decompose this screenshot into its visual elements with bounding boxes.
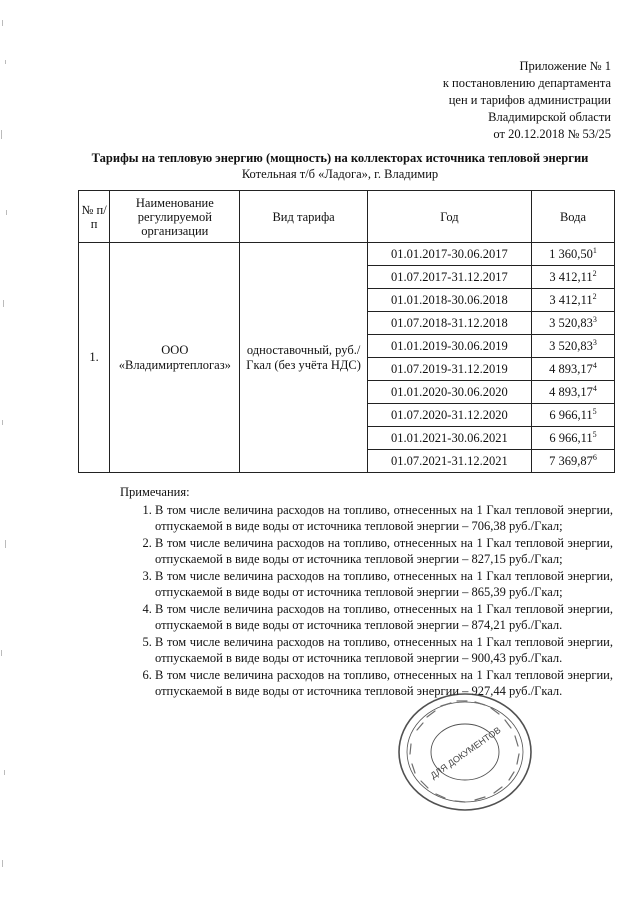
appendix-line: Владимирской области bbox=[488, 110, 611, 124]
appendix-line: Приложение № 1 bbox=[519, 59, 611, 73]
header-num: № п/п bbox=[79, 191, 110, 243]
note-ref: 4 bbox=[592, 383, 597, 393]
value-cell bbox=[532, 243, 615, 266]
value-cell bbox=[532, 335, 615, 358]
value-cell bbox=[532, 312, 615, 335]
value-cell bbox=[532, 404, 615, 427]
value-cell bbox=[532, 358, 615, 381]
value-cell bbox=[532, 289, 615, 312]
note-item: 4. В том числе величина расходов на топливо, отнесенных на 1 Гкал тепловой энергии, отпускаемой в виде воды от источника тепловой энергии – 874,21 руб./Гкал. bbox=[155, 601, 613, 633]
period-cell: 01.07.2020-31.12.2020 bbox=[367, 404, 531, 427]
header-period: Год bbox=[367, 191, 531, 243]
period-cell: 01.07.2018-31.12.2018 bbox=[367, 312, 531, 335]
scan-edge-marks bbox=[0, 0, 10, 905]
notes-title: Примечания: bbox=[120, 485, 190, 499]
note-item: 5. В том числе величина расходов на топливо, отнесенных на 1 Гкал тепловой энергии, отпускаемой в виде воды от источника тепловой энергии – 900,43 руб./Гкал. bbox=[155, 634, 613, 666]
value-text: 3 520,83 bbox=[549, 339, 593, 354]
note-ref: 5 bbox=[592, 429, 597, 439]
appendix-line: цен и тарифов администрации bbox=[448, 93, 611, 107]
value-text: 6 966,11 bbox=[549, 408, 593, 423]
row-number: 1. bbox=[79, 243, 110, 473]
document-title bbox=[60, 150, 620, 182]
header-type: Вид тарифа bbox=[240, 191, 367, 243]
official-stamp bbox=[395, 690, 535, 815]
value-text: 3 412,11 bbox=[549, 270, 593, 285]
note-item: 1. В том числе величина расходов на топливо, отнесенных на 1 Гкал тепловой энергии, отпускаемой в виде воды от источника тепловой энергии – 706,38 руб./Гкал; bbox=[155, 502, 613, 534]
value-text: 3 520,83 bbox=[549, 316, 593, 331]
table-header-row bbox=[79, 191, 615, 243]
note-ref: 6 bbox=[592, 452, 597, 462]
value-cell bbox=[532, 266, 615, 289]
period-cell: 01.01.2017-30.06.2017 bbox=[367, 243, 531, 266]
value-cell bbox=[532, 381, 615, 404]
notes-section bbox=[120, 485, 613, 700]
value-cell bbox=[532, 450, 615, 473]
org-name: ООО «Владимиртеплогаз» bbox=[110, 243, 240, 473]
header-org: Наименование регулируемой организации bbox=[110, 191, 240, 243]
period-cell: 01.01.2021-30.06.2021 bbox=[367, 427, 531, 450]
note-ref: 2 bbox=[592, 291, 597, 301]
note-item: 2. В том числе величина расходов на топливо, отнесенных на 1 Гкал тепловой энергии, отпускаемой в виде воды от источника тепловой энергии – 827,15 руб./Гкал; bbox=[155, 535, 613, 567]
note-item: 6. В том числе величина расходов на топливо, отнесенных на 1 Гкал тепловой энергии, отпускаемой в виде воды от источника тепловой энергии – 927,44 руб./Гкал. bbox=[155, 667, 613, 699]
period-cell: 01.07.2019-31.12.2019 bbox=[367, 358, 531, 381]
value-text: 7 369,87 bbox=[549, 454, 593, 469]
appendix-line: к постановлению департамента bbox=[442, 76, 611, 90]
period-cell: 01.01.2020-30.06.2020 bbox=[367, 381, 531, 404]
period-cell: 01.01.2018-30.06.2018 bbox=[367, 289, 531, 312]
value-text: 6 966,11 bbox=[549, 431, 593, 446]
appendix-reference bbox=[443, 58, 611, 143]
note-ref: 1 bbox=[592, 245, 597, 255]
table-row bbox=[79, 243, 615, 266]
period-cell: 01.07.2021-31.12.2021 bbox=[367, 450, 531, 473]
appendix-line: от 20.12.2018 № 53/25 bbox=[493, 127, 611, 141]
value-text: 4 893,17 bbox=[549, 362, 593, 377]
tariffs-table bbox=[78, 190, 615, 473]
header-water: Вода bbox=[532, 191, 615, 243]
note-ref: 2 bbox=[592, 268, 597, 278]
period-cell: 01.01.2019-30.06.2019 bbox=[367, 335, 531, 358]
value-cell bbox=[532, 427, 615, 450]
note-item: 3. В том числе величина расходов на топливо, отнесенных на 1 Гкал тепловой энергии, отпускаемой в виде воды от источника тепловой энергии – 865,39 руб./Гкал; bbox=[155, 568, 613, 600]
value-text: 3 412,11 bbox=[549, 293, 593, 308]
title-sub: Котельная т/б «Ладога», г. Владимир bbox=[241, 167, 439, 181]
note-ref: 5 bbox=[592, 406, 597, 416]
period-cell: 01.07.2017-31.12.2017 bbox=[367, 266, 531, 289]
tariff-type: одноставочный, руб./Гкал (без учёта НДС) bbox=[240, 243, 367, 473]
note-ref: 3 bbox=[592, 337, 597, 347]
stamp-center-text: ДЛЯ ДОКУМЕНТОВ bbox=[428, 724, 503, 781]
value-text: 4 893,17 bbox=[549, 385, 593, 400]
note-ref: 3 bbox=[592, 314, 597, 324]
title-main: Тарифы на тепловую энергию (мощность) на коллекторах источника тепловой энергии bbox=[91, 151, 589, 165]
notes-list bbox=[120, 502, 613, 699]
note-ref: 4 bbox=[592, 360, 597, 370]
value-text: 1 360,50 bbox=[549, 247, 593, 262]
